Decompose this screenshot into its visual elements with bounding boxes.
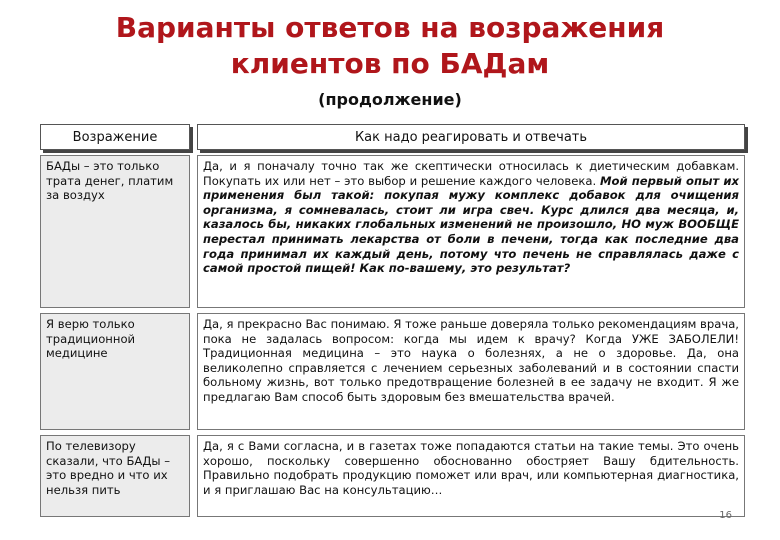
header-response [197, 124, 745, 150]
objection-cell-1 [40, 155, 190, 308]
answer-cell-1 [197, 155, 745, 308]
objection-cell-2 [40, 313, 190, 430]
objection-text-3: По телевизору сказали, что БАДы – это вредно и что их нельзя пить [46, 439, 171, 497]
slide-title [0, 10, 780, 82]
answer-cell-3 [197, 435, 745, 517]
title-line-1: Варианты ответов на возражения [115, 11, 665, 44]
objection-cell-3 [40, 435, 190, 517]
header-objection [40, 124, 190, 150]
objection-text-1: БАДы – это только трата денег, платим за воздух [46, 159, 174, 203]
page-number: 16 [719, 510, 732, 521]
objection-text-2: Я верю только традиционной медицине [46, 317, 136, 361]
header-response-label: Как надо реагировать и отвечать [354, 129, 588, 145]
header-objection-label: Возражение [72, 129, 158, 145]
answer-italic-1: Мой первый опыт их применения был такой: покупая мужу комплекс добавок для очищения организма, я сомневалась, стоит ли игра свеч. Курс длился два месяца, и, казалось бы, никаких глобальных изменений не произошло, НО муж ВООБЩЕ перестал принимать лекарства от боли в печени, тогда как последние два года принимал их каждый день, потому что печень не справлялась даже с самой простой пищей! Как по-вашему, это результат? [203, 173, 739, 276]
answer-text-3: Да, я с Вами согласна, и в газетах тоже попадаются статьи на такие темы. Это очень хорошо, поскольку совершенно обоснованно обостряет Вашу бдительность. Правильно подобрать продукцию поможет или врач, или компьютерная диагностика, и я приглашаю Вас на консультацию… [203, 439, 739, 497]
answer-text-1: Да, и я поначалу точно так же скептически относилась к диетическим добавкам. Покупать их или нет – это выбор и решение каждого человека. [203, 159, 739, 188]
answer-text-2: Да, я прекрасно Вас понимаю. Я тоже раньше доверяла только рекомендациям врача, пока не задалась вопросом: когда мы идем к врачу? Когда УЖЕ ЗАБОЛЕЛИ! Традиционная медицина – это наука о болезнях, а не о здоровье. Да, она великолепно справляется с лечением серьезных заболеваний и в состоянии спасти больному жизнь, вот только предотвращение болезней в ее задачу не входит. Я же предлагаю Вам способ быть здоровым без вмешательства врачей. [203, 317, 739, 404]
answer-cell-2 [197, 313, 745, 430]
title-line-2: клиентов по БАДам [230, 47, 550, 80]
slide-subtitle: (продолжение) [318, 90, 462, 109]
